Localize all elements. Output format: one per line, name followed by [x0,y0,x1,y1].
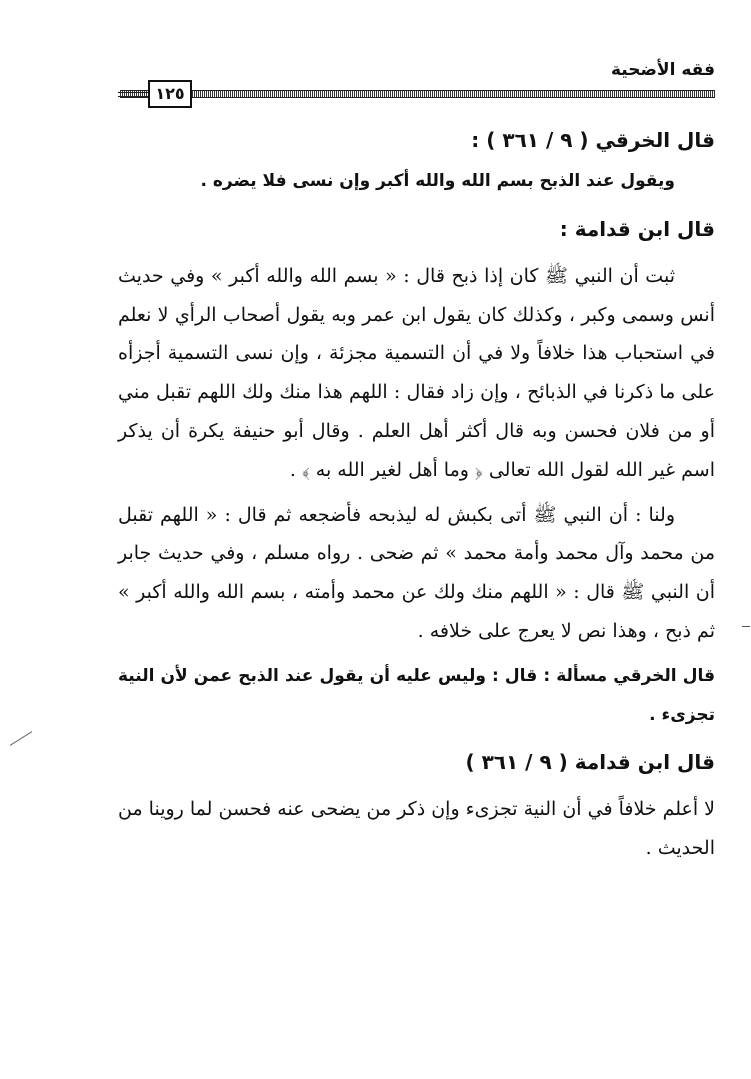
ibn-qudamah-paragraph-2: ولنا : أن النبي ﷺ أتى بكبش له ليذبحه فأضجعه ثم قال : « اللهم تقبل من محمد وآل محمد وأمة محمد » ثم ضحى . رواه مسلم ، وفي حديث جابر أن النبي ﷺ قال : « اللهم منك ولك عن محمد وأمته ، بسم الله والله أكبر » ثم ذبح ، وهذا نص لا يعرج على خلافه . [118,503,715,642]
page-header [118,60,715,88]
kharqi-masalah: قال الخرقي مسألة : قال : وليس عليه أن يقول عند الذبح عمن لأن النية تجزىء . [118,665,715,725]
page-number: ١٢٥ [148,80,192,108]
section-heading-ibn-qudamah-2: قال ابن قدامة ( ٩ / ٣٦١ ) [465,750,715,775]
page-body [118,118,715,868]
margin-pencil-mark [10,731,33,746]
margin-tick-mark [742,626,750,627]
kharqi-statement: ويقول عند الذبح بسم الله والله أكبر وإن نسى فلا يضره . [200,171,675,191]
section-heading-ibn-qudamah-1: قال ابن قدامة : [559,216,715,241]
section-heading-kharqi-1: قال الخرقي ( ٩ / ٣٦١ ) : [471,128,715,152]
ibn-qudamah-paragraph-3: لا أعلم خلافاً في أن النية تجزىء وإن ذكر من يضحى عنه فحسن لما روينا من الحديث . [118,798,715,860]
running-title: فقه الأضحية [610,60,715,80]
header-rule [120,90,715,98]
header-rule-left [118,92,148,97]
ibn-qudamah-paragraph-1: ثبت أن النبي ﷺ كان إذا ذبح قال : « بسم الله والله أكبر » وفي حديث أنس وسمى وكبر ، وكذلك كان يقول ابن عمر وبه يقول أصحاب الرأي لا نعلم في استحباب هذا خلافاً ولا في أن التسمية مجزئة ، وإن نسى التسمية أجزأه على ما ذكرنا في الذبائح ، وإن زاد فقال : اللهم هذا منك ولك اللهم تقبل مني أو من فلان فحسن وبه قال أكثر أهل العلم . وقال أبو حنيفة يكرة أن يذكر اسم غير الله لقول الله تعالى ﴿ وما أهل لغير الله به ﴾ . [118,264,715,481]
